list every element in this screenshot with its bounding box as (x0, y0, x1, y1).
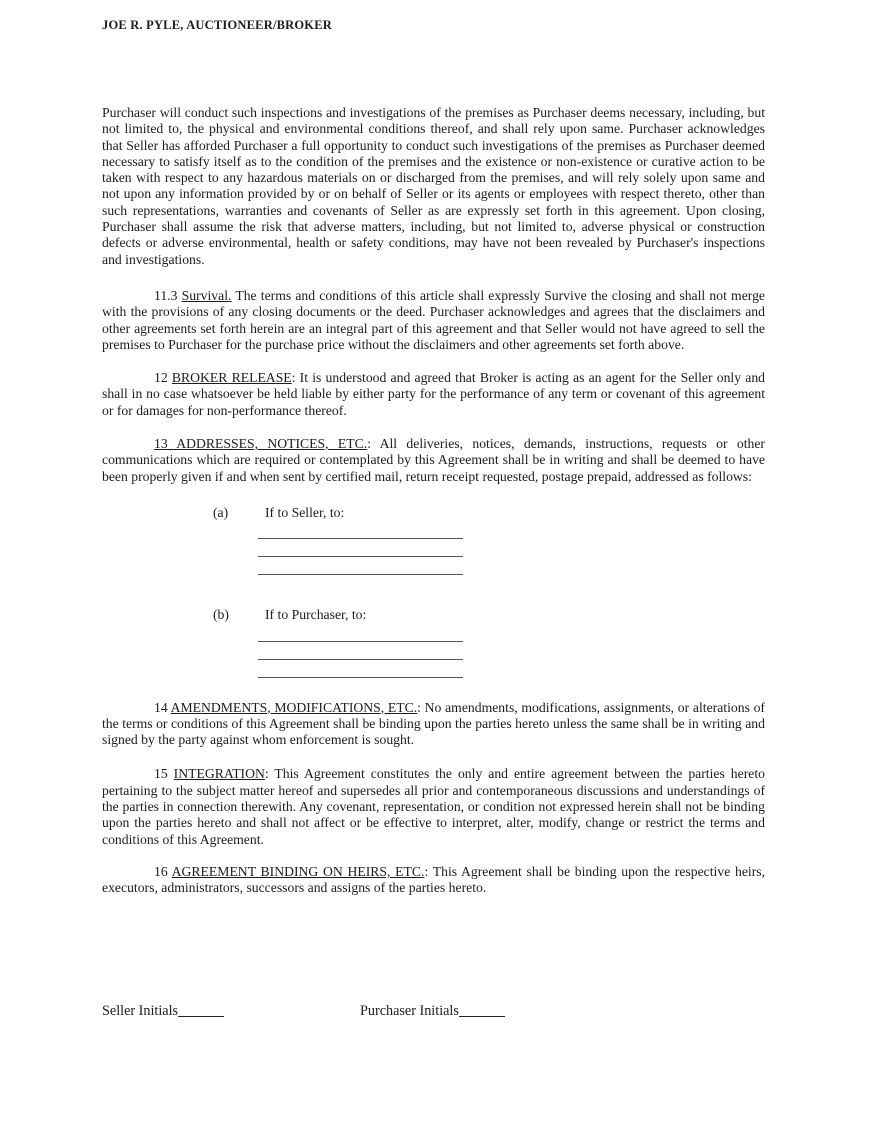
section-title: AMENDMENTS, MODIFICATIONS, ETC. (170, 699, 418, 715)
fill-in-line (258, 539, 463, 557)
section-number: 11.3 (154, 287, 182, 303)
section-14-amendments (102, 700, 765, 749)
notice-label-a: (a) (213, 504, 229, 520)
purchaser-initials-line (459, 1003, 505, 1017)
section-15-integration (102, 766, 765, 847)
seller-address-lines (258, 521, 765, 575)
fill-in-line (258, 660, 463, 678)
section-body: This Agreement constitutes the only and entire agreement between the parties hereto pertaining to the subject matter hereof and supersedes all prior and contemporaneous discussions and understandings of the parties in connection therewith. Any covenant, representation, or condition not expressed herein shall not be binding upon the parties hereto and shall not affect or be effective to interpret, alter, modify, change or restrict the terms and conditions of this Agreement. (102, 766, 765, 847)
initials-footer (102, 1003, 765, 1020)
seller-initials-line (178, 1003, 224, 1017)
section-number: 14 (154, 699, 171, 715)
notice-row (213, 505, 765, 521)
purchaser-initials (360, 1003, 505, 1020)
paragraph-inspections: Purchaser will conduct such inspections and investigations of the premises as Purchaser deems necessary, including, but not limited to, the physical and environmental conditions thereof, and shall rely upon same. Purchaser acknowledges that Seller has afforded Purchaser a full opportunity to conduct such investigations of the premises as Purchaser deemed necessary to satisfy itself as to the condition of the premises and the existence or non-existence or curative action to be taken with respect to any hazardous materials on or discharged from the premises, and will rely solely upon same and not upon any information provided by or on behalf of Seller or its agents or employees with respect thereto, other than such representations, warranties and covenants of Seller as are expressly set forth in this agreement. Upon closing, Purchaser shall assume the risk that adverse matters, including, but not limited to, adverse physical or construction defects or adverse environmental, health or safety conditions, may have not been revealed by Purchaser's inspections and investigations. (102, 105, 765, 267)
notice-address-list (213, 505, 765, 678)
section-number: 16 (154, 863, 172, 879)
purchaser-address-lines (258, 624, 765, 678)
notice-item-purchaser (213, 607, 765, 677)
fill-in-line (258, 624, 463, 642)
section-title: 13 ADDRESSES, NOTICES, ETC. (154, 436, 368, 452)
section-body: This Agreement shall be binding upon the respective heirs, executors, administrators, successors and assigns of the parties hereto. (102, 863, 766, 896)
section-body: The terms and conditions of this article shall expressly Survive the closing and shall not merge with the provisions of any closing documents or the deed. Purchaser acknowledges and agrees that the disclaimers and other agreements set forth herein are an integral part of this agreement and that Seller would not have agreed to sell the premises to Purchaser for the purchase price without the disclaimers and other agreements set forth above. (102, 287, 765, 352)
section-13-addresses-notices (102, 436, 765, 485)
section-separator: : (424, 863, 433, 879)
section-separator: : (291, 370, 300, 386)
section-title: Survival. (181, 287, 232, 303)
section-12-broker-release (102, 370, 765, 419)
fill-in-line (258, 557, 463, 575)
purchaser-initials-label: Purchaser Initials (360, 1002, 459, 1019)
notice-row (213, 607, 765, 623)
section-separator: : (417, 699, 425, 715)
fill-in-line (258, 521, 463, 539)
notice-text-purchaser: If to Purchaser, to: (265, 607, 367, 623)
section-separator: : (264, 766, 275, 782)
section-title: INTEGRATION (173, 766, 265, 782)
section-title: AGREEMENT BINDING ON HEIRS, ETC. (171, 863, 425, 879)
section-body: No amendments, modifications, assignments, or alterations of the terms or conditions of this Agreement shall be binding upon the parties hereto unless the same shall be in writing and signed by the party against whom enforcement is sought. (102, 699, 765, 748)
notice-label-b: (b) (213, 607, 229, 623)
fill-in-line (258, 642, 463, 660)
section-number: 12 (154, 370, 172, 386)
notice-text-seller: If to Seller, to: (265, 504, 345, 520)
section-16-heirs (102, 864, 765, 897)
section-separator: : (367, 436, 380, 452)
document-header: JOE R. PYLE, AUCTIONEER/BROKER (102, 18, 332, 32)
section-body: It is understood and agreed that Broker is acting as an agent for the Seller only and shall in no case whatsoever be held liable by either party for the performance of any term or covenant of this agreement or for damages for non-performance thereof. (102, 370, 766, 418)
section-number: 15 (154, 766, 174, 782)
seller-initials (102, 1003, 360, 1020)
section-11-3-survival (102, 288, 765, 353)
section-body: All deliveries, notices, demands, instructions, requests or other communications which are required or contemplated by this Agreement shall be in writing and shall be deemed to have been properly given if and when sent by certified mail, return receipt requested, postage prepaid, addressed as follows: (102, 436, 765, 484)
seller-initials-label: Seller Initials (102, 1002, 179, 1019)
section-title: BROKER RELEASE (171, 370, 292, 386)
notice-item-seller (213, 505, 765, 575)
